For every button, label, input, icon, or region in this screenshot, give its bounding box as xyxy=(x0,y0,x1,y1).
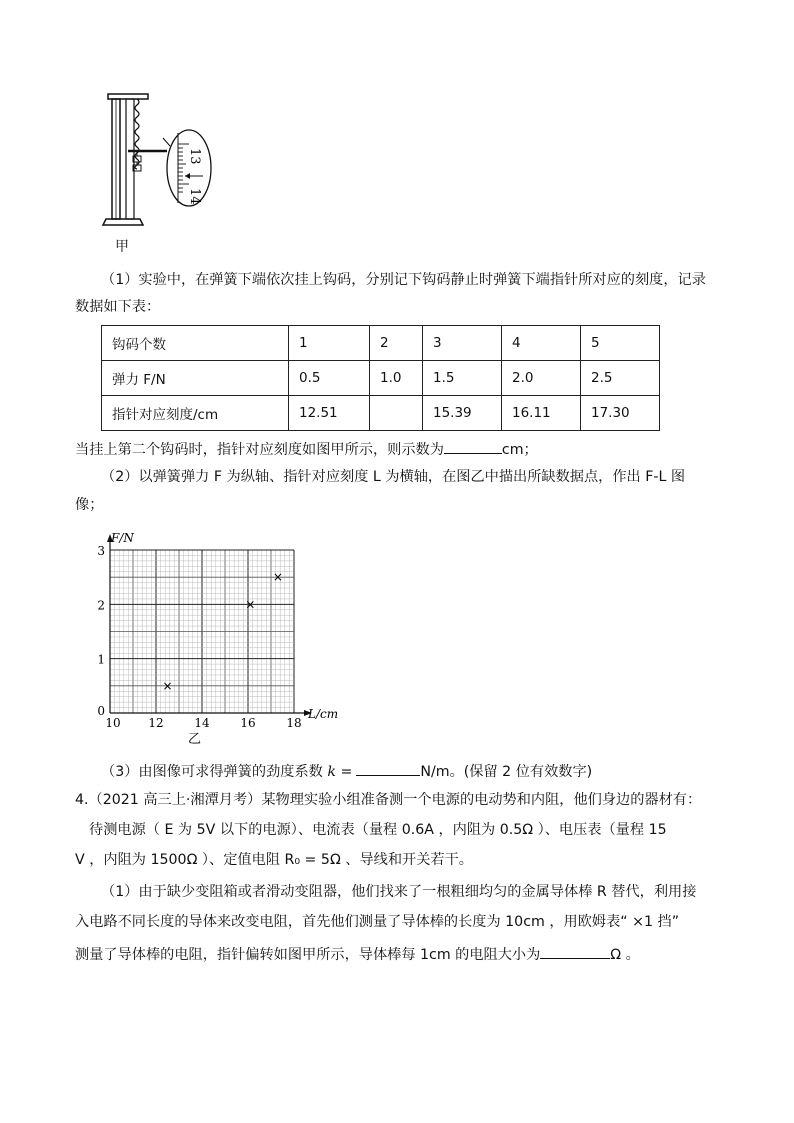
q4-p1-line2: 入电路不同长度的导体来改变电阻，首先他们测量了导体棒的长度为 10cm ，用欧姆表“ ×1 挡” xyxy=(75,914,680,930)
table-cell: 2.5 xyxy=(581,361,660,396)
chart-grid xyxy=(110,550,294,713)
answer-blank[interactable] xyxy=(444,437,502,454)
q4-line2: V ，内阻为 1500Ω ）、定值电阻 R₀ = 5Ω 、导线和开关若干。 xyxy=(75,852,473,868)
x-tick-label: 10 xyxy=(105,716,121,730)
table-row xyxy=(102,396,660,431)
data-point: × xyxy=(162,678,173,693)
table-cell: 1.0 xyxy=(370,361,423,396)
y-axis-label: F/N xyxy=(111,531,134,545)
table-cell: 指针对应刻度/cm xyxy=(102,396,289,431)
table-cell: 1.5 xyxy=(423,361,502,396)
table-cell: 17.30 xyxy=(581,396,660,431)
table-cell xyxy=(370,396,423,431)
x-tick-label: 18 xyxy=(286,716,302,730)
y-tick-label: 3 xyxy=(97,544,105,558)
q4-p1-line1: （1）由于缺少变阻箱或者滑动变阻器，他们找来了一根粗细均匀的金属导体棒 R 替代，利用接 xyxy=(101,884,697,900)
table-cell: 0.5 xyxy=(289,361,370,396)
data-point: × xyxy=(245,597,256,612)
table-cell: 2 xyxy=(370,326,423,361)
table-cell: 钩码个数 xyxy=(102,326,289,361)
q2-text-b: 像； xyxy=(75,497,104,513)
q1-text-a: （1）实验中，在弹簧下端依次挂上钩码，分别记下钩码静止时弹簧下端指针所对应的刻度，记录 xyxy=(101,272,706,288)
chart-caption: 乙 xyxy=(188,732,202,747)
q1-after: 当挂上第二个钩码时，指针对应刻度如图甲所示，则示数为 cm； xyxy=(75,437,538,460)
table-row xyxy=(102,361,660,396)
q2-text-a: （2）以弹簧弹力 F 为纵轴、指针对应刻度 L 为横轴，在图乙中描出所缺数据点，作出 F-L 图 xyxy=(101,469,686,485)
data-point: × xyxy=(272,570,283,585)
table-cell: 1 xyxy=(289,326,370,361)
answer-blank[interactable] xyxy=(540,942,610,959)
q4-header: 4.（2021 高三上·湘潭月考）某物理实验小组准备测一个电源的电动势和内阻，他们身边的器材有： xyxy=(75,792,702,808)
data-table xyxy=(101,325,660,431)
answer-blank[interactable] xyxy=(356,759,420,776)
scale-label-13: 13 xyxy=(187,148,202,165)
q4-p1-line3: 测量了导体棒的电阻，指针偏转如图甲所示，导体棒每 1cm 的电阻大小为 Ω 。 xyxy=(75,942,640,965)
y-tick-label: 1 xyxy=(97,652,105,667)
q3-text: （3）由图像可求得弹簧的劲度系数 k = N/m。(保留 2 位有效数字) xyxy=(101,759,592,782)
f-l-chart xyxy=(88,530,348,748)
table-cell: 2.0 xyxy=(502,361,581,396)
table-cell: 5 xyxy=(581,326,660,361)
q1-text-b: 数据如下表： xyxy=(75,299,161,315)
table-cell: 3 xyxy=(423,326,502,361)
table-row xyxy=(102,326,660,361)
x-tick-label: 12 xyxy=(148,716,164,730)
figure-jia-caption: 甲 xyxy=(115,239,129,255)
table-cell: 15.39 xyxy=(423,396,502,431)
table-cell: 16.11 xyxy=(502,396,581,431)
x-tick-label: 14 xyxy=(194,716,210,730)
y-tick-label: 0 xyxy=(97,704,105,718)
y-tick-label: 2 xyxy=(97,598,105,613)
table-cell: 12.51 xyxy=(289,396,370,431)
table-cell: 4 xyxy=(502,326,581,361)
x-axis-label: L/cm xyxy=(308,707,339,721)
q4-line1: 待测电源（ E 为 5V 以下的电源）、电流表（量程 0.6A ，内阻为 0.5Ω ）、电压表（量程 15 xyxy=(89,822,667,838)
table-cell: 弹力 F/N xyxy=(102,361,289,396)
x-tick-label: 16 xyxy=(240,716,256,730)
scale-label-14: 14 xyxy=(187,188,202,205)
apparatus-figure xyxy=(95,88,220,258)
